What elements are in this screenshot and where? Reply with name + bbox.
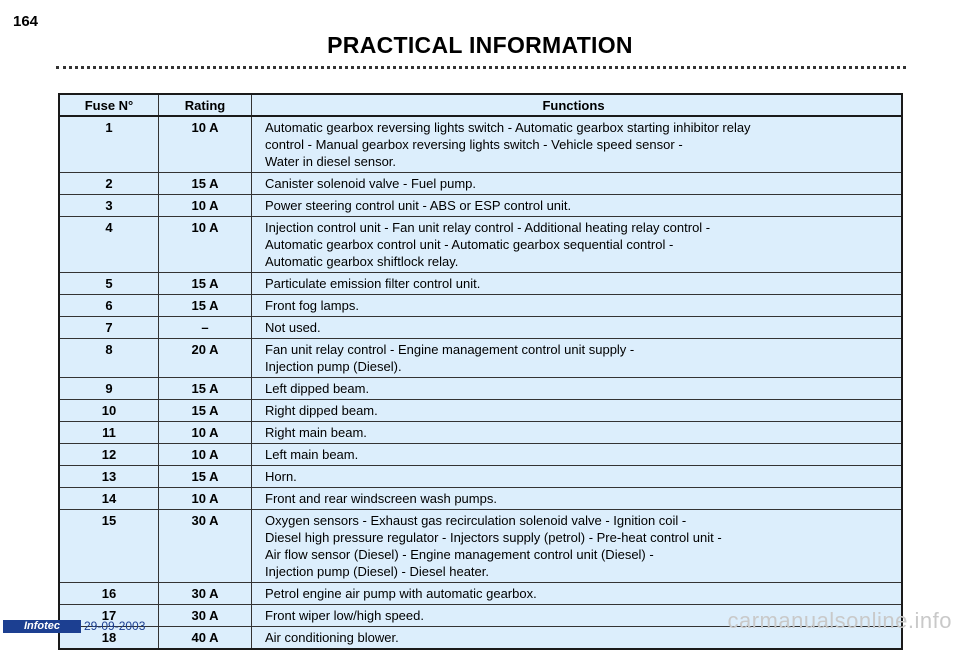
rating-cell: 10 A [159,195,252,217]
table-row [59,116,902,173]
table-row [59,466,902,488]
header-functions: Functions [252,94,903,116]
table-row [59,339,902,378]
rating-cell: 15 A [159,295,252,317]
table-row [59,378,902,400]
rating-cell: 10 A [159,116,252,173]
rating-cell: 10 A [159,444,252,466]
dotted-divider [56,66,906,69]
rating-cell: 20 A [159,339,252,378]
fuse-number-cell: 12 [59,444,159,466]
functions-cell: Left dipped beam. [252,378,903,400]
functions-cell: Canister solenoid valve - Fuel pump. [252,173,903,195]
table-header-row [59,94,902,116]
fuse-number-cell: 5 [59,273,159,295]
functions-cell: Front wiper low/high speed. [252,605,903,627]
fuse-number-cell: 16 [59,583,159,605]
functions-cell: Petrol engine air pump with automatic gearbox. [252,583,903,605]
fuse-number-cell: 17 [59,605,159,627]
table-row [59,195,902,217]
fuse-number-cell: 1 [59,116,159,173]
table-row [59,583,902,605]
functions-cell: Right dipped beam. [252,400,903,422]
rating-cell: 40 A [159,627,252,650]
fuse-number-cell: 4 [59,217,159,273]
functions-cell: Right main beam. [252,422,903,444]
page-number: 164 [13,13,39,30]
fuse-number-cell: 13 [59,466,159,488]
rating-cell: 30 A [159,510,252,583]
rating-cell: 30 A [159,605,252,627]
table-row [59,488,902,510]
fuse-number-cell: 3 [59,195,159,217]
functions-cell: Particulate emission filter control unit. [252,273,903,295]
rating-cell: – [159,317,252,339]
functions-cell: Not used. [252,317,903,339]
fuse-number-cell: 9 [59,378,159,400]
header-fuse-number: Fuse N° [59,94,159,116]
rating-cell: 15 A [159,400,252,422]
watermark: carmanualsonline.info [727,608,952,633]
table-row [59,400,902,422]
table-row [59,422,902,444]
rating-cell: 15 A [159,273,252,295]
rating-cell: 15 A [159,173,252,195]
footer-date: 29-09-2003 [84,619,146,633]
table-row [59,295,902,317]
rating-cell: 15 A [159,378,252,400]
functions-cell: Air conditioning blower. [265,630,399,645]
fuse-number-cell: 14 [59,488,159,510]
table-row [59,444,902,466]
functions-cell: Front and rear windscreen wash pumps. [252,488,903,510]
page-title: PRACTICAL INFORMATION [327,32,633,58]
functions-cell: Left main beam. [252,444,903,466]
fuse-table-body [59,116,902,649]
header-rating: Rating [159,94,252,116]
fuse-number-cell: 15 [59,510,159,583]
functions-cell: Front fog lamps. [252,295,903,317]
rating-cell: 30 A [159,583,252,605]
fuse-number-cell: 2 [59,173,159,195]
fuse-number-cell: 6 [59,295,159,317]
table-row [59,217,902,273]
functions-cell: Fan unit relay control - Engine management control unit supply - Injection pump (Diesel). [252,339,903,378]
rating-cell: 10 A [159,422,252,444]
table-row [59,317,902,339]
functions-cell: Oxygen sensors - Exhaust gas recirculation solenoid valve - Ignition coil - Diesel high pressure regulator - Injectors supply (petrol) - Pre-heat control unit - Air flow sensor (Diesel) - Engine management control unit (Diesel) - Injection pump (Diesel) - Diesel heater. [252,510,903,583]
fuse-number-cell: 11 [59,422,159,444]
table-row [59,173,902,195]
functions-cell: Horn. [252,466,903,488]
table-row [59,510,902,583]
functions-cell: Injection control unit - Fan unit relay control - Additional heating relay control - Automatic gearbox control unit - Automatic gearbox sequential control - Automatic gearbox shiftlock relay. [252,217,903,273]
table-row [59,273,902,295]
rating-cell: 15 A [159,466,252,488]
fuse-number-cell: 10 [59,400,159,422]
fuse-number-cell: 7 [59,317,159,339]
rating-cell: 10 A [159,488,252,510]
functions-cell: Automatic gearbox reversing lights switch - Automatic gearbox starting inhibitor relay control - Manual gearbox reversing lights switch - Vehicle speed sensor - Water in diesel sensor. [252,116,903,173]
rating-cell: 10 A [159,217,252,273]
fuse-number-cell: 8 [59,339,159,378]
infotec-logo: Infotec [3,620,81,633]
fuse-number-cell: 18 [59,627,159,650]
functions-cell: Power steering control unit - ABS or ESP control unit. [252,195,903,217]
fuse-table [58,93,903,650]
